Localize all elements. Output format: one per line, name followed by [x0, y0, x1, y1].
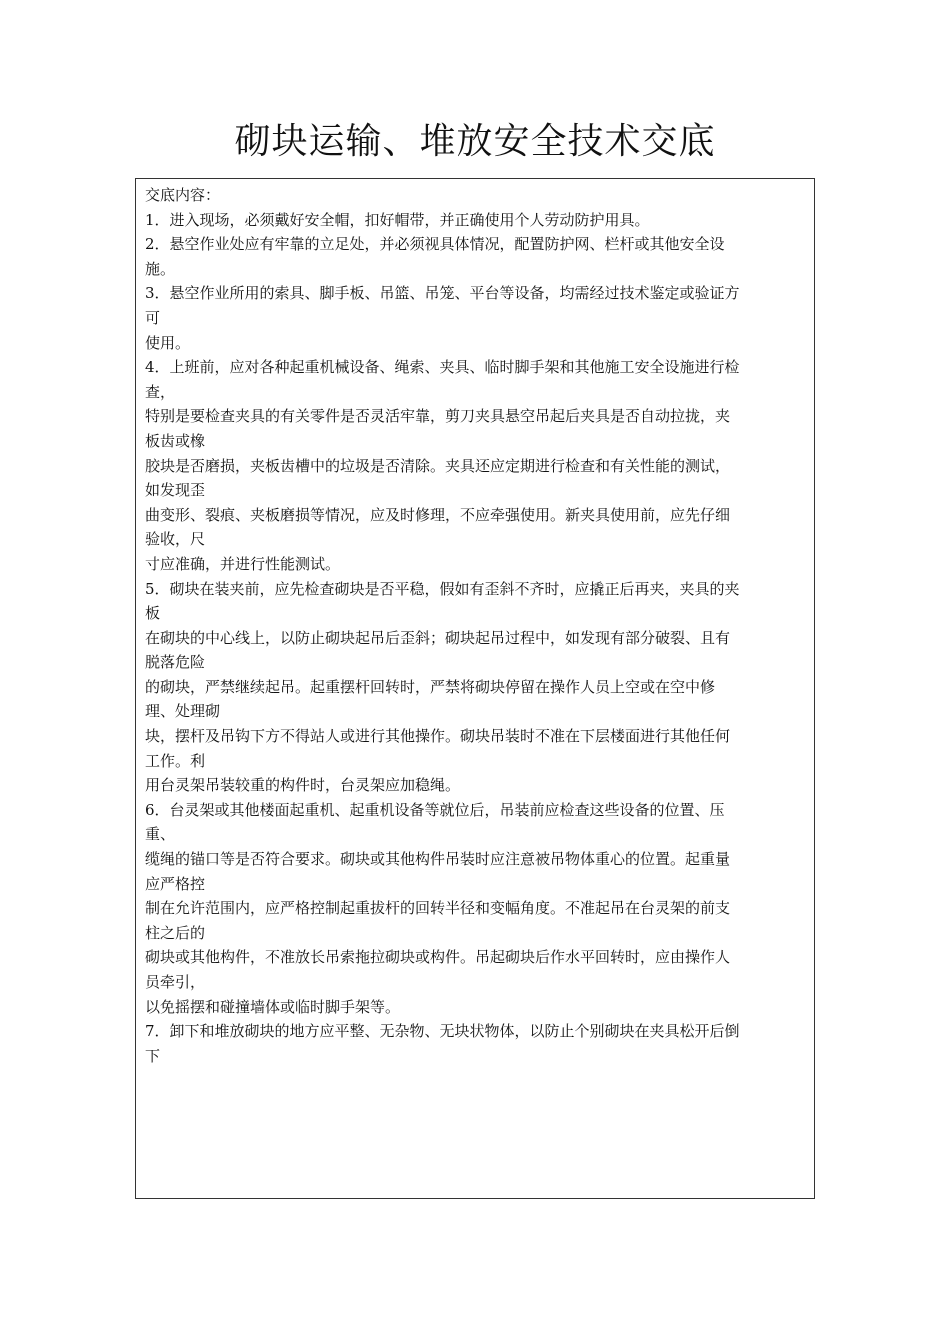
- content-line: 的砌块，严禁继续起吊。起重摆杆回转时，严禁将砌块停留在操作人员上空或在空中修: [145, 677, 716, 696]
- content-line: 验收，尺: [145, 530, 206, 549]
- content-line: 施。: [145, 259, 176, 278]
- content-line: 特别是要检查夹具的有关零件是否灵活牢靠，剪刀夹具悬空吊起后夹具是否自动拉拢，夹: [145, 407, 731, 426]
- content-line: 2．悬空作业处应有牢靠的立足处，并必须视具体情况，配置防护网、栏杆或其他安全设: [145, 235, 725, 254]
- content-line: 5．砌块在装夹前，应先检查砌块是否平稳，假如有歪斜不齐时，应撬正后再夹，夹具的夹: [145, 579, 740, 598]
- content-line: 以免摇摆和碰撞墙体或临时脚手架等。: [145, 997, 401, 1016]
- content-line: 员牵引，: [145, 973, 206, 991]
- content-line: 7．卸下和堆放砌块的地方应平整、无杂物、无块状物体，以防止个别砌块在夹具松开后倒: [145, 1022, 740, 1041]
- content-line: 应严格控: [145, 874, 206, 893]
- content-line: 脱落危险: [145, 653, 206, 672]
- content-line: 3．悬空作业所用的索具、脚手板、吊篮、吊笼、平台等设备，均需经过技术鉴定或验证方: [145, 284, 740, 303]
- content-line: 可: [145, 308, 161, 327]
- content-line: 寸应准确，并进行性能测试。: [145, 554, 341, 573]
- content-line: 1．进入现场，必须戴好安全帽，扣好帽带，并正确使用个人劳动防护用具。: [145, 210, 650, 229]
- content-heading: 交底内容：: [145, 186, 221, 204]
- content-body: [145, 183, 809, 1068]
- content-line: 4．上班前，应对各种起重机械设备、绳索、夹具、临时脚手架和其他施工安全设施进行检: [145, 358, 740, 377]
- content-line: 用台灵架吊装较重的构件时，台灵架应加稳绳。: [145, 776, 461, 795]
- content-line: 砌块或其他构件，不准放长吊索拖拉砌块或构件。吊起砌块后作水平回转时，应由操作人: [145, 948, 731, 967]
- content-line: 柱之后的: [145, 923, 206, 942]
- content-line: 工作。利: [145, 751, 206, 770]
- content-line: 胶块是否磨损，夹板齿槽中的垃圾是否清除。夹具还应定期进行检查和有关性能的测试，: [145, 456, 731, 475]
- content-line: 制在允许范围内，应严格控制起重拔杆的回转半径和变幅角度。不准起吊在台灵架的前支: [145, 899, 731, 918]
- content-line: 使用。: [145, 333, 191, 352]
- content-line: 如发现歪: [145, 481, 206, 500]
- content-line: 查，: [145, 382, 176, 401]
- content-line: 下: [145, 1046, 161, 1065]
- content-line: 理、处理砌: [145, 702, 221, 721]
- content-line: 曲变形、裂痕、夹板磨损等情况，应及时修理，不应牵强使用。新夹具使用前，应先仔细: [145, 505, 731, 524]
- content-line: 块，摆杆及吊钩下方不得站人或进行其他操作。砌块吊装时不准在下层楼面进行其他任何: [145, 727, 731, 746]
- content-line: 6．台灵架或其他楼面起重机、起重机设备等就位后，吊装前应检查这些设备的位置、压: [145, 800, 725, 819]
- content-line: 在砌块的中心线上，以防止砌块起吊后歪斜；砌块起吊过程中，如发现有部分破裂、且有: [145, 628, 731, 647]
- content-line: 板: [145, 604, 161, 623]
- document-title: 砌块运输、堆放安全技术交底: [234, 121, 716, 162]
- content-line: 重、: [145, 825, 176, 844]
- content-box: [135, 178, 815, 1199]
- content-line: 缆绳的锚口等是否符合要求。砌块或其他构件吊装时应注意被吊物体重心的位置。起重量: [145, 850, 731, 869]
- content-line: 板齿或橡: [145, 431, 206, 450]
